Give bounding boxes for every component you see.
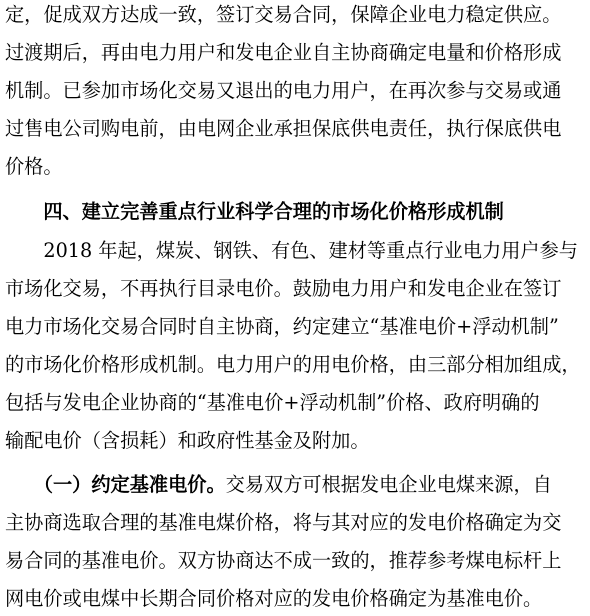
text-line-10: 的市场化价格形成机制。电力用户的用电价格，由三部分相加组成， xyxy=(5,353,581,376)
text-line-5: 价格。 xyxy=(5,155,63,178)
subsection-text: 交易双方可根据发电企业电煤来源，自 xyxy=(225,473,552,496)
text-line-9: 电力市场化交易合同时自主协商，约定建立“基准电价+浮动机制” xyxy=(5,315,559,338)
text-line-8: 市场化交易，不再执行目录电价。鼓励电力用户和发电企业在签订 xyxy=(5,277,562,300)
text-line-12: 输配电价（含损耗）和政府性基金及附加。 xyxy=(5,429,370,452)
text-line-14: 主协商选取合理的基准电煤价格，将与其对应的发电价格确定为交 xyxy=(5,511,562,534)
subsection-paragraph-line xyxy=(5,473,585,497)
text-line-3: 机制。已参加市场化交易又退出的电力用户，在再次参与交易或通 xyxy=(5,79,562,102)
text-line-4: 过售电公司购电前，由电网企业承担保底供电责任，执行保底供电 xyxy=(5,117,562,140)
subsection-heading: （一）约定基准电价。 xyxy=(5,473,226,496)
text-line-15: 易合同的基准电价。双方协商达不成一致的，推荐参考煤电标杆上 xyxy=(5,549,562,572)
text-line-2: 过渡期后，再由电力用户和发电企业自主协商确定电量和价格形成 xyxy=(5,41,562,64)
text-line-16: 网电价或电煤中长期合同价格对应的发电价格确定为基准电价。 xyxy=(5,587,543,610)
text-line-11: 包括与发电企业协商的“基准电价+浮动机制”价格、政府明确的 xyxy=(5,391,540,414)
section-heading: 四、建立完善重点行业科学合理的市场化价格形成机制 xyxy=(5,200,504,223)
text-line-7: 2018 年起，煤炭、钢铁、有色、建材等重点行业电力用户参与 xyxy=(5,239,578,262)
text-line-1: 定，促成双方达成一致，签订交易合同，保障企业电力稳定供应。 xyxy=(5,3,562,26)
